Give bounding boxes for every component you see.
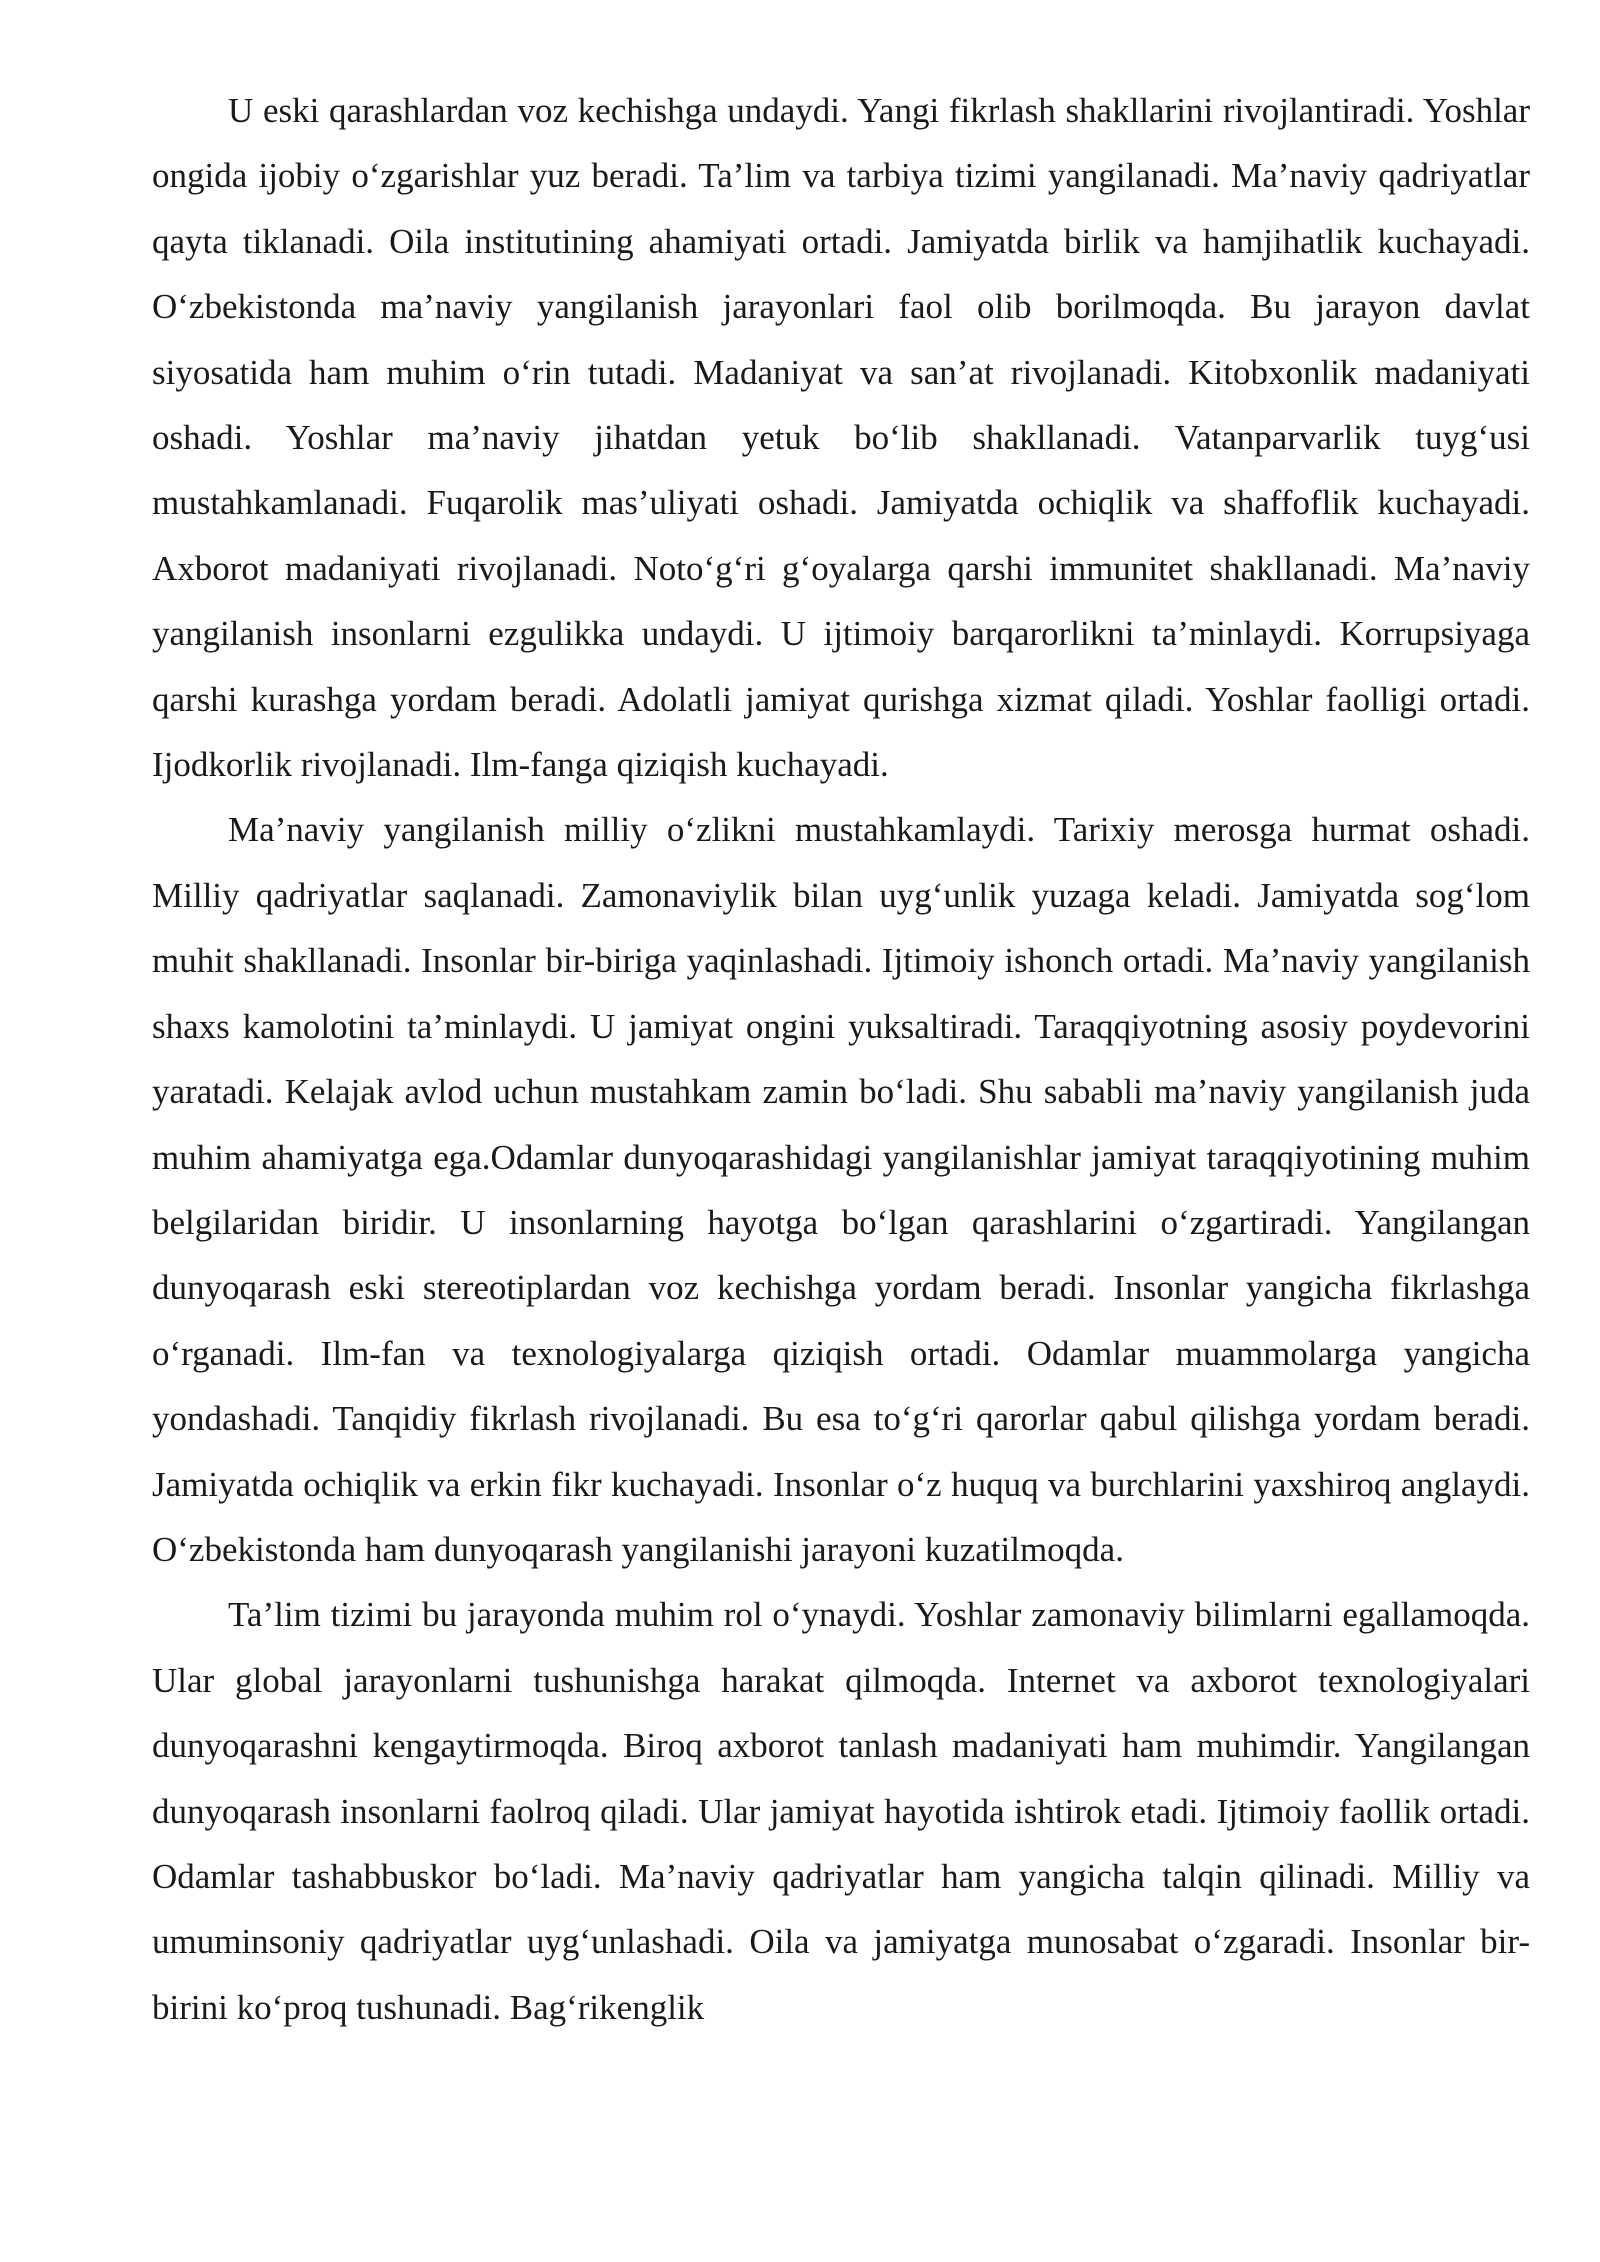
paragraph-1: U eski qarashlardan voz kechishga undaydi. Yangi fikrlash shakllarini rivojlantiradi. Yoshlar ongida ijobiy o‘zgarishlar yuz beradi. Ta’lim va tarbiya tizimi yangilanadi. Ma’naviy qadriyatlar qayta tiklanadi. Oila institutining ahamiyati ortadi. Jamiyatda birlik va hamjihatlik kuchayadi. O‘zbekistonda ma’naviy yangilanish jarayonlari faol olib borilmoqda. Bu jarayon davlat siyosatida ham muhim o‘rin tutadi. Madaniyat va san’at rivojlanadi. Kitobxonlik madaniyati oshadi. Yoshlar ma’naviy jihatdan yetuk bo‘lib shakllanadi. Vatanparvarlik tuyg‘usi mustahkamlanadi. Fuqarolik mas’uliyati oshadi. Jamiyatda ochiqlik va shaffoflik kuchayadi. Axborot madaniyati rivojlanadi. Noto‘g‘ri g‘oyalarga qarshi immunitet shakllanadi. Ma’naviy yangilanish insonlarni ezgulikka undaydi. U ijtimoiy barqarorlikni ta’minlaydi. Korrupsiyaga qarshi kurashga yordam beradi. Adolatli jamiyat qurishga xizmat qiladi. Yoshlar faolligi ortadi. Ijodkorlik rivojlanadi. Ilm-fanga qiziqish kuchayadi. (152, 91, 1530, 785)
paragraph-3: Ta’lim tizimi bu jarayonda muhim rol o‘ynaydi. Yoshlar zamonaviy bilimlarni egallamoqda. Ular global jarayonlarni tushunishga harakat qilmoqda. Internet va axborot texnologiyalari dunyoqarashni kengaytirmoqda. Biroq axborot tanlash madaniyati ham muhimdir. Yangilangan dunyoqarash insonlarni faolroq qiladi. Ular jamiyat hayotida ishtirok etadi. Ijtimoiy faollik ortadi. Odamlar tashabbuskor bo‘ladi. Ma’naviy qadriyatlar ham yangicha talqin qilinadi. Milliy va umuminsoniy qadriyatlar uyg‘unlashadi. Oila va jamiyatga munosabat o‘zgaradi. Insonlar bir-birini ko‘proq tushunadi. Bag‘rikenglik (152, 1595, 1530, 2027)
paragraph-2: Ma’naviy yangilanish milliy o‘zlikni mustahkamlaydi. Tarixiy merosga hurmat oshadi. Milliy qadriyatlar saqlanadi. Zamonaviylik bilan uyg‘unlik yuzaga keladi. Jamiyatda sog‘lom muhit shakllanadi. Insonlar bir-biriga yaqinlashadi. Ijtimoiy ishonch ortadi. Ma’naviy yangilanish shaxs kamolotini ta’minlaydi. U jamiyat ongini yuksaltiradi. Taraqqiyotning asosiy poydevorini yaratadi. Kelajak avlod uchun mustahkam zamin bo‘ladi. Shu sababli ma’naviy yangilanish juda muhim ahamiyatga ega.Odamlar dunyoqarashidagi yangilanishlar jamiyat taraqqiyotining muhim belgilaridan biridir. U insonlarning hayotga bo‘lgan qarashlarini o‘zgartiradi. Yangilangan dunyoqarash eski stereotiplardan voz kechishga yordam beradi. Insonlar yangicha fikrlashga o‘rganadi. Ilm-fan va texnologiyalarga qiziqish ortadi. Odamlar muammolarga yangicha yondashadi. Tanqidiy fikrlash rivojlanadi. Bu esa to‘g‘ri qarorlar qabul qilishga yordam beradi. Jamiyatda ochiqlik va erkin fikr kuchayadi. Insonlar o‘z huquq va burchlarini yaxshiroq anglaydi. O‘zbekistonda ham dunyoqarash yangilanishi jarayoni kuzatilmoqda. (152, 810, 1530, 1569)
document-body (152, 78, 1530, 2040)
